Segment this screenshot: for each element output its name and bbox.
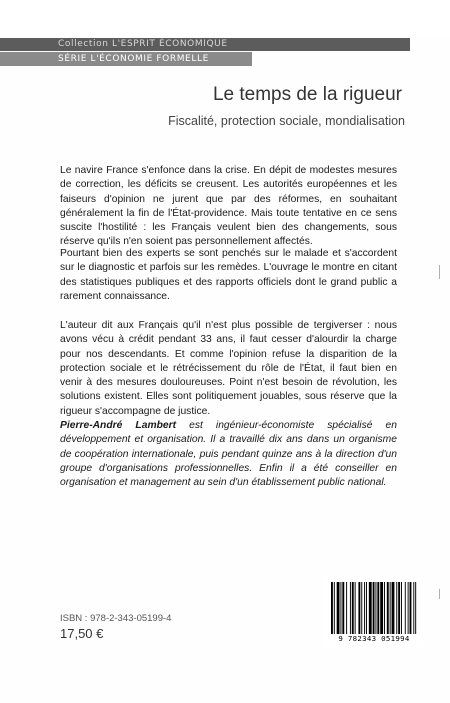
isbn: ISBN : 978-2-343-05199-4 [60, 613, 172, 624]
barcode-bar [396, 582, 397, 634]
price: 17,50 € [60, 626, 104, 641]
barcode-bar [352, 582, 354, 634]
barcode-bar [340, 582, 341, 634]
barcode [325, 578, 423, 648]
collection-label: Collection L'ESPRIT ÉCONOMIQUE [58, 39, 228, 49]
barcode-bar [398, 582, 400, 634]
barcode-bar [355, 582, 356, 634]
barcode-bar [334, 582, 335, 634]
barcode-bar [405, 582, 406, 634]
author-name: Pierre-André Lambert [60, 420, 177, 431]
barcode-digits: 9 782343 051994 [338, 634, 410, 643]
barcode-bar [384, 582, 385, 634]
barcode-bar [361, 582, 362, 634]
summary-paragraph-1: Le navire France s'enfonce dans la crise. En dépit de modestes mesures de correction, les déficits se creusent. Les autorités européennes et les faiseurs d'opinion ne jurent que par des réformes, en souhaitant généralement la fin de l'État-providence. Mais toute tentative en ce sens suscite l'hostilité : les Français veulent bien des changements, sous réserve qu'ils n'en soient pas personnellement affectés. [60, 165, 397, 248]
barcode-bar [366, 582, 367, 634]
author-bio-text: est ingénieur-économiste spécialisé en développement et organisation. Il a travaillé dix ans dans un organisme de coopération internationale, puis pendant quinze ans à la direction d'un groupe d'organisations professionnelles. Enfin il a été conseiller en organisation et management au sein d'un établissement public national. [60, 420, 397, 489]
top-band [0, 0, 450, 36]
barcode-bar [350, 582, 351, 634]
barcode-bar [387, 582, 389, 634]
barcode-bar [377, 582, 379, 634]
barcode-bar [346, 582, 347, 634]
barcode-bar [358, 582, 360, 634]
barcode-bar [364, 582, 365, 634]
collection-bar [0, 38, 410, 51]
barcode-bar [369, 582, 372, 634]
barcode-bar [415, 582, 416, 634]
barcode-bar [342, 582, 344, 634]
summary-paragraph-2: Pourtant bien des experts se sont penchés sur le malade et s'accordent sur le diagnostic et parfois sur les remèdes. L'ouvrage le montre en citant des statistiques publiques et des rapports officiels dont le grand public a rarement connaissance. [60, 248, 397, 302]
edge-mark [439, 265, 440, 279]
barcode-bars [331, 582, 419, 634]
barcode-bar [337, 582, 340, 634]
barcode-bar [375, 582, 376, 634]
book-title: Le temps de la rigueur [212, 84, 402, 105]
barcode-bar [392, 582, 395, 634]
edge-mark [439, 589, 440, 599]
barcode-bar [390, 582, 391, 634]
barcode-bar [331, 582, 333, 634]
barcode-bar [401, 582, 402, 634]
barcode-bar [380, 582, 383, 634]
series-label: SÉRIE L'ÉCONOMIE FORMELLE [58, 54, 209, 64]
barcode-bar [410, 582, 412, 634]
barcode-bar [373, 582, 375, 634]
author-bio [60, 419, 397, 490]
barcode-bar [413, 582, 414, 634]
series-bar [0, 52, 252, 66]
summary-paragraph-3: L'auteur dit aux Français qu'il n'est plus possible de tergiverser : nous avons vécu à crédit pendant 33 ans, il faut cesser d'alourdir la charge pour nos descendants. Et comme l'opinion refuse la disparition de la protection sociale et le rétrécissement du rôle de l'État, il faut bien en venir à des mesures douloureuses. Point n'est besoin de révolution, les solutions existent. Elles sont politiquement jouables, sous réserve que la rigueur s'accompagne de justice. [60, 320, 397, 417]
barcode-bar [408, 582, 409, 634]
book-subtitle: Fiscalité, protection sociale, mondialisation [168, 114, 405, 128]
